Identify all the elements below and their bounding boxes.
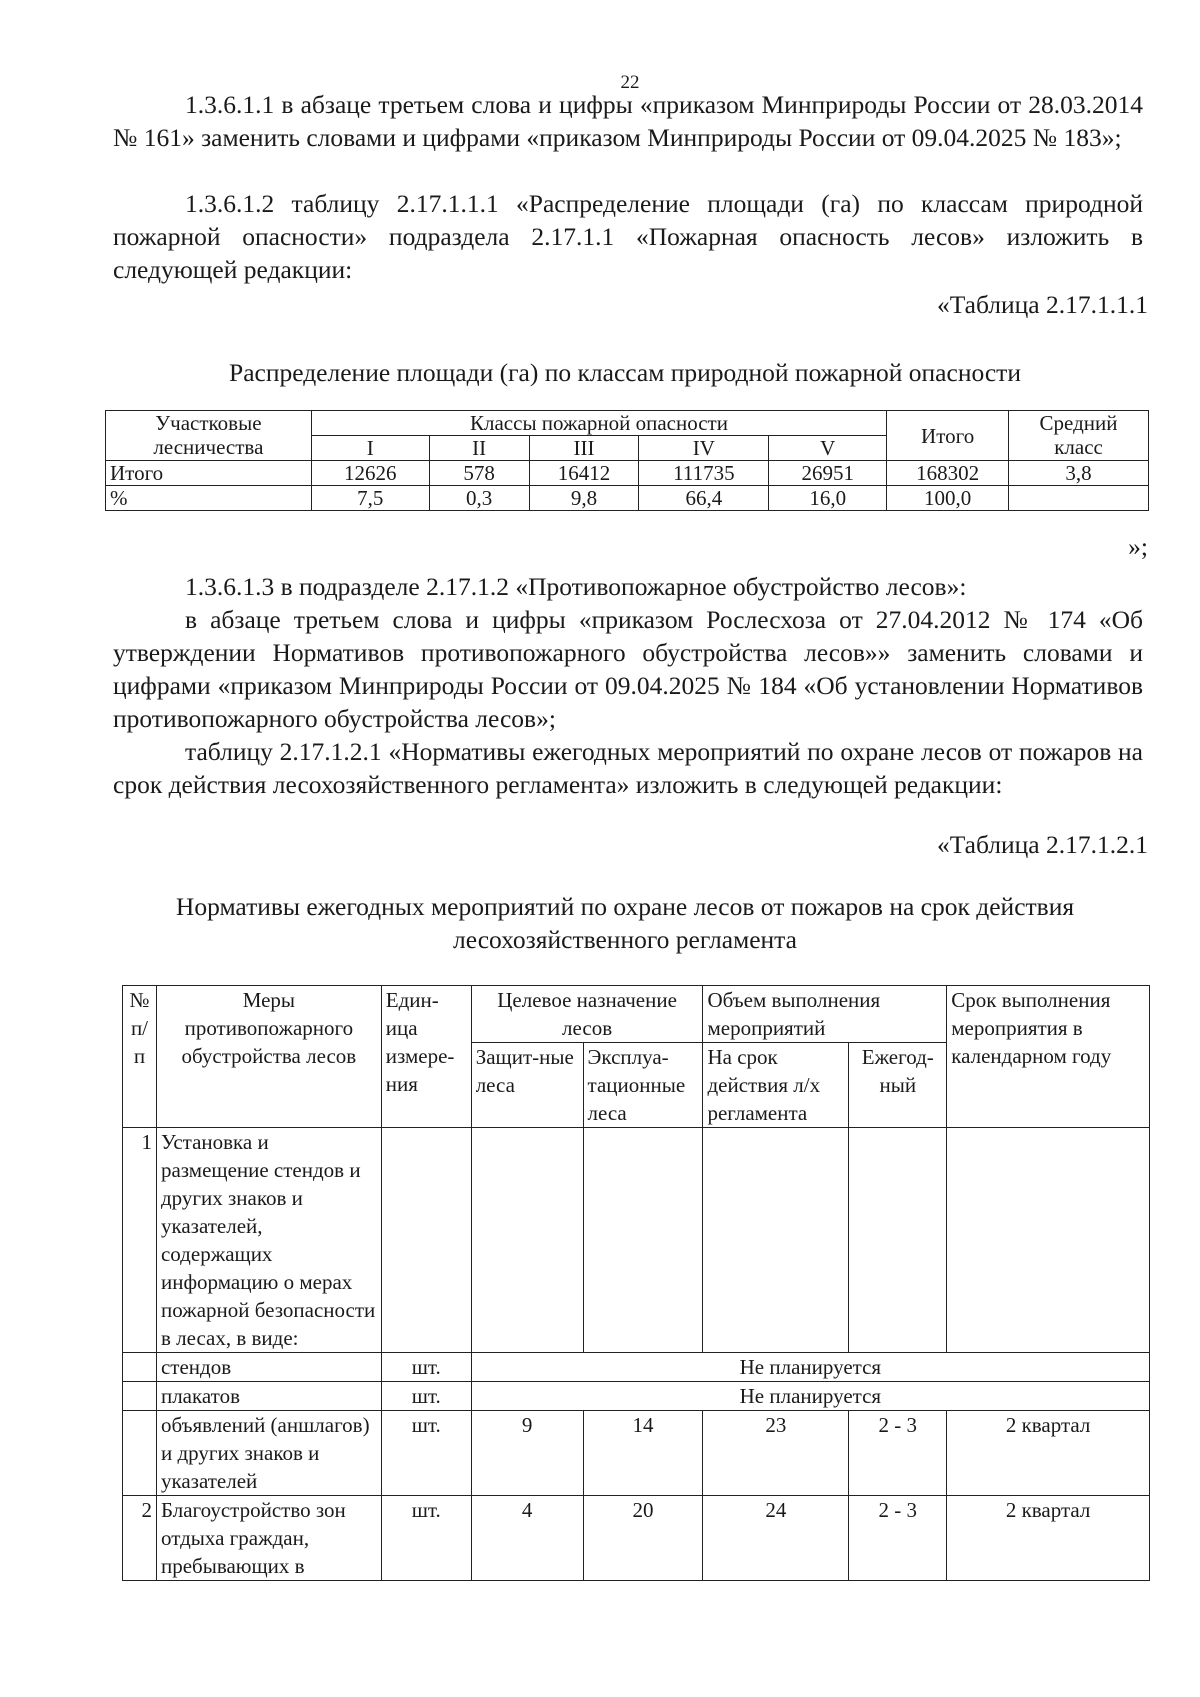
table-cell: 9,8 xyxy=(529,486,639,511)
table-row xyxy=(123,1353,1150,1382)
table-cell: 578 xyxy=(429,461,529,486)
row-merged-status: Не планируется xyxy=(471,1353,1149,1382)
header-avg-class: Средний класс xyxy=(1009,411,1149,461)
row-label: Итого xyxy=(106,461,312,486)
table-cell: 26951 xyxy=(769,461,887,486)
header-forestry: Участковые лесничества xyxy=(106,411,312,461)
table-cell: 12626 xyxy=(311,461,429,486)
row-unit: шт. xyxy=(381,1411,471,1496)
row-unit: шт. xyxy=(381,1353,471,1382)
table-row xyxy=(123,1496,1150,1581)
row-num: 2 xyxy=(123,1496,157,1581)
row-name: Благоустройство зон отдыха граждан, пребывающих в xyxy=(156,1496,381,1581)
fire-measures-table xyxy=(122,985,1150,1581)
row-annual: 2 - 3 xyxy=(849,1411,947,1496)
header-num: № п/п xyxy=(123,986,157,1128)
table1-closing: »; xyxy=(1128,532,1148,561)
paragraph-5: таблицу 2.17.1.2.1 «Нормативы ежегодных мероприятий по охране лесов от пожаров на срок действия лесохозяйственного регламента» изложить в следующей редакции: xyxy=(113,737,1143,799)
header-volume: Объем выполнения мероприятий xyxy=(703,986,947,1043)
row-merged-status: Не планируется xyxy=(471,1382,1149,1411)
row-name: стендов xyxy=(156,1353,381,1382)
table-row xyxy=(123,1128,1150,1353)
table-row xyxy=(123,1382,1150,1411)
row-name: объявлений (аншлагов) и других знаков и указателей xyxy=(156,1411,381,1496)
fire-class-table xyxy=(105,410,1149,511)
table2-label: «Таблица 2.17.1.2.1 xyxy=(936,830,1148,859)
row-num xyxy=(123,1411,157,1496)
header-protective: Защит-ные леса xyxy=(471,1043,583,1128)
header-class-3: III xyxy=(529,436,639,461)
table-cell xyxy=(1009,486,1149,511)
header-period: На срок действия л/х регламента xyxy=(703,1043,849,1128)
paragraph-4: в абзаце третьем слова и цифры «приказом Рослесхоза от 27.04.2012 № 174 «Об утверждении Нормативов противопожарного обустройства лесов»» заменить словами и цифрами «приказом Минприроды России от 09.04.2025 № 184 «Об установлении Нормативов противопожарного обустройства лесов»; xyxy=(113,605,1143,733)
row-deadline: 2 квартал xyxy=(947,1496,1150,1581)
page-number: 22 xyxy=(620,72,640,93)
header-exploitation: Эксплуа-тационные леса xyxy=(583,1043,703,1128)
table-row xyxy=(106,461,1149,486)
header-total: Итого xyxy=(887,411,1009,461)
table-cell: 7,5 xyxy=(311,486,429,511)
row-period: 24 xyxy=(703,1496,849,1581)
row-unit: шт. xyxy=(381,1496,471,1581)
row-exploitation: 20 xyxy=(583,1496,703,1581)
row-period: 23 xyxy=(703,1411,849,1496)
row-num xyxy=(123,1353,157,1382)
header-deadline: Срок выполнения мероприятия в календарном году xyxy=(947,986,1150,1128)
paragraph-1: 1.3.6.1.1 в абзаце третьем слова и цифры «приказом Минприроды России от 28.03.2014 № 161» заменить словами и цифрами «приказом Минприроды России от 09.04.2025 № 183»; xyxy=(113,90,1143,152)
header-classes: Классы пожарной опасности xyxy=(311,411,886,436)
header-annual: Ежегод-ный xyxy=(849,1043,947,1128)
header-class-2: II xyxy=(429,436,529,461)
table-cell: 16412 xyxy=(529,461,639,486)
header-class-5: V xyxy=(769,436,887,461)
row-protective: 4 xyxy=(471,1496,583,1581)
paragraph-2: 1.3.6.1.2 таблицу 2.17.1.1.1 «Распределение площади (га) по классам природной пожарной опасности» подраздела 2.17.1.1 «Пожарная опасность лесов» изложить в следующей редакции: xyxy=(113,189,1143,284)
row-name: Установка и размещение стендов и других знаков и указателей, содержащих информацию о мерах пожарной безопасности в лесах, в виде: xyxy=(156,1128,381,1353)
table1-label: «Таблица 2.17.1.1.1 xyxy=(936,290,1148,319)
table1-title: Распределение площади (га) по классам природной пожарной опасности xyxy=(229,358,1021,387)
header-class-1: I xyxy=(311,436,429,461)
row-name: плакатов xyxy=(156,1382,381,1411)
paragraph-3: 1.3.6.1.3 в подразделе 2.17.1.2 «Противопожарное обустройство лесов»: xyxy=(185,572,967,601)
table2-title: Нормативы ежегодных мероприятий по охране лесов от пожаров на срок действия лесохозяйственного регламента xyxy=(175,892,1075,954)
row-num xyxy=(123,1382,157,1411)
row-exploitation: 14 xyxy=(583,1411,703,1496)
row-num: 1 xyxy=(123,1128,157,1353)
table-cell: 66,4 xyxy=(639,486,769,511)
row-unit: шт. xyxy=(381,1382,471,1411)
table-cell: 111735 xyxy=(639,461,769,486)
header-class-4: IV xyxy=(639,436,769,461)
row-annual: 2 - 3 xyxy=(849,1496,947,1581)
table-row xyxy=(106,486,1149,511)
table-cell: 16,0 xyxy=(769,486,887,511)
table-cell: 3,8 xyxy=(1009,461,1149,486)
row-protective: 9 xyxy=(471,1411,583,1496)
table-cell: 0,3 xyxy=(429,486,529,511)
table-cell: 168302 xyxy=(887,461,1009,486)
header-measures: Меры противопожарного обустройства лесов xyxy=(156,986,381,1128)
row-deadline: 2 квартал xyxy=(947,1411,1150,1496)
header-purpose: Целевое назначение лесов xyxy=(471,986,703,1043)
row-label: % xyxy=(106,486,312,511)
header-unit: Един-ица измере-ния xyxy=(381,986,471,1128)
table-cell: 100,0 xyxy=(887,486,1009,511)
table-row xyxy=(123,1411,1150,1496)
